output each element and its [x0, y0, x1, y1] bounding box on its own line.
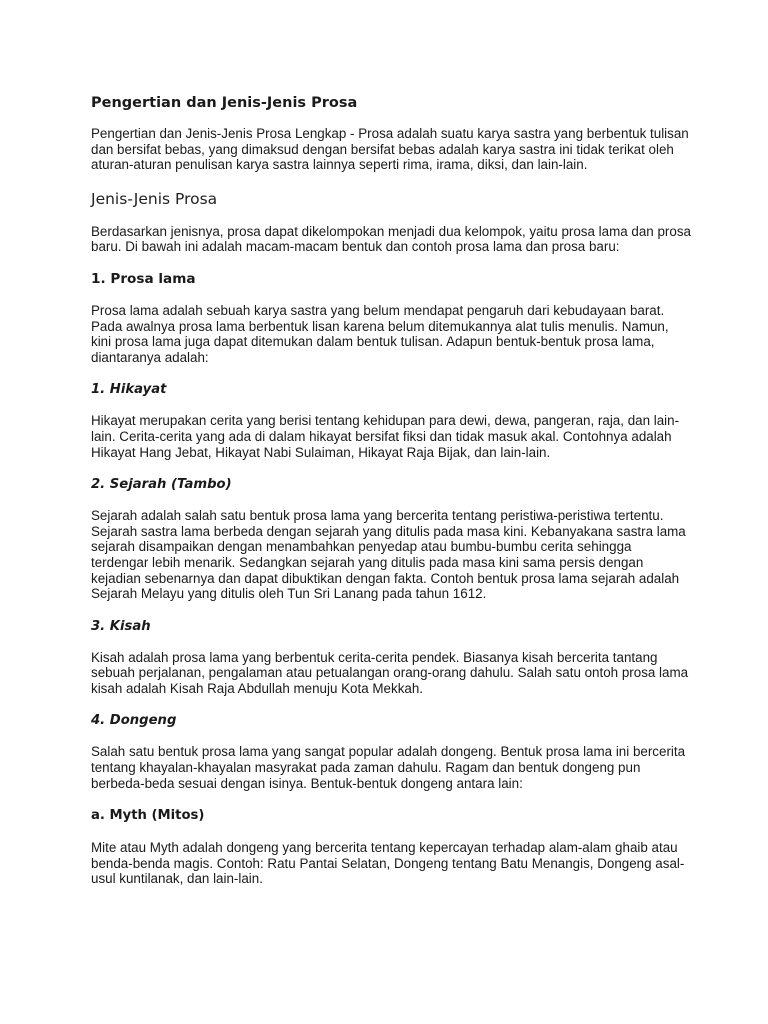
kisah-heading: 3. Kisah [91, 618, 151, 634]
myth-heading: a. Myth (Mitos) [91, 808, 205, 824]
section-intro-paragraph: Berdasarkan jenisnya, prosa dapat dikelompokan menjadi dua kelompok, yaitu prosa lama dan prosa baru. Di bawah ini adalah macam-macam bentuk dan contoh prosa lama dan prosa baru: [91, 223, 691, 255]
kisah-paragraph: Kisah adalah prosa lama yang berbentuk cerita-cerita pendek. Biasanya kisah bercerita tantang sebuah perjalanan, pengalaman atau petualangan orang-orang dahulu. Salah satu ontoh prosa lama kisah adalah Kisah Raja Abdullah menuju Kota Mekkah. [91, 649, 689, 696]
hikayat-heading: 1. Hikayat [91, 382, 167, 398]
intro-paragraph: Pengertian dan Jenis-Jenis Prosa Lengkap - Prosa adalah suatu karya sastra yang berbentuk tulisan dan bersifat bebas, yang dimaksud dengan bersifat bebas adalah karya sastra ini tidak terikat oleh aturan-aturan penulisan karya sastra lainnya seperti rima, irama, diksi, dan lain-lain. [91, 126, 689, 173]
sejarah-paragraph: Sejarah adalah salah satu bentuk prosa lama yang bercerita tentang peristiwa-peristiwa tertentu. Sejarah sastra lama berbeda dengan sejarah yang ditulis pada masa kini. Kebanyakana sastra lama sejarah disampaikan dengan menambahkan penyedap atau bumbu-bumbu cerita sehingga terdengar lebih menarik. Sedangkan sejarah yang ditulis pada masa kini sama persis dengan kejadian sebenarnya dan dapat dibuktikan dengan fakta. Contoh bentuk prosa lama sejarah adalah Sejarah Melayu yang ditulis oleh Tun Sri Lanang pada tahun 1612. [91, 508, 686, 602]
document-page [91, 94, 691, 903]
prosa-lama-heading: 1. Prosa lama [91, 270, 196, 287]
section-heading: Jenis-Jenis Prosa [91, 189, 218, 208]
myth-paragraph: Mite atau Myth adalah dongeng yang bercerita tentang kepercayan terhadap alam-alam ghaib atau benda-benda magis. Contoh: Ratu Pantai Selatan, Dongeng tentang Batu Menangis, Dongeng asal-usul kuntilanak, dan lain-lain. [91, 840, 685, 887]
document-title: Pengertian dan Jenis-Jenis Prosa [91, 95, 358, 111]
sejarah-heading: 2. Sejarah (Tambo) [91, 477, 232, 493]
dongeng-heading: 4. Dongeng [91, 713, 177, 729]
dongeng-paragraph: Salah satu bentuk prosa lama yang sangat popular adalah dongeng. Bentuk prosa lama ini bercerita tentang khayalan-khayalan masyrakat pada zaman dahulu. Ragam dan bentuk dongeng pun berbeda-beda sesuai dengan isinya. Bentuk-bentuk dongeng antara lain: [91, 744, 686, 791]
prosa-lama-paragraph: Prosa lama adalah sebuah karya sastra yang belum mendapat pengaruh dari kebudayaan barat. Pada awalnya prosa lama berbentuk lisan karena belum ditemukannya alat tulis menulis. Namun, kini prosa lama juga dapat ditemukan dalam bentuk tulisan. Adapun bentuk-bentuk prosa lama, diantaranya adalah: [91, 302, 669, 365]
hikayat-paragraph: Hikayat merupakan cerita yang berisi tentang kehidupan para dewi, dewa, pangeran, raja, dan lain-lain. Cerita-cerita yang ada di dalam hikayat bersifat fiksi dan tidak masuk akal. Contohnya adalah Hikayat Hang Jebat, Hikayat Nabi Sulaiman, Hikayat Raja Bijak, dan lain-lain. [91, 413, 680, 460]
